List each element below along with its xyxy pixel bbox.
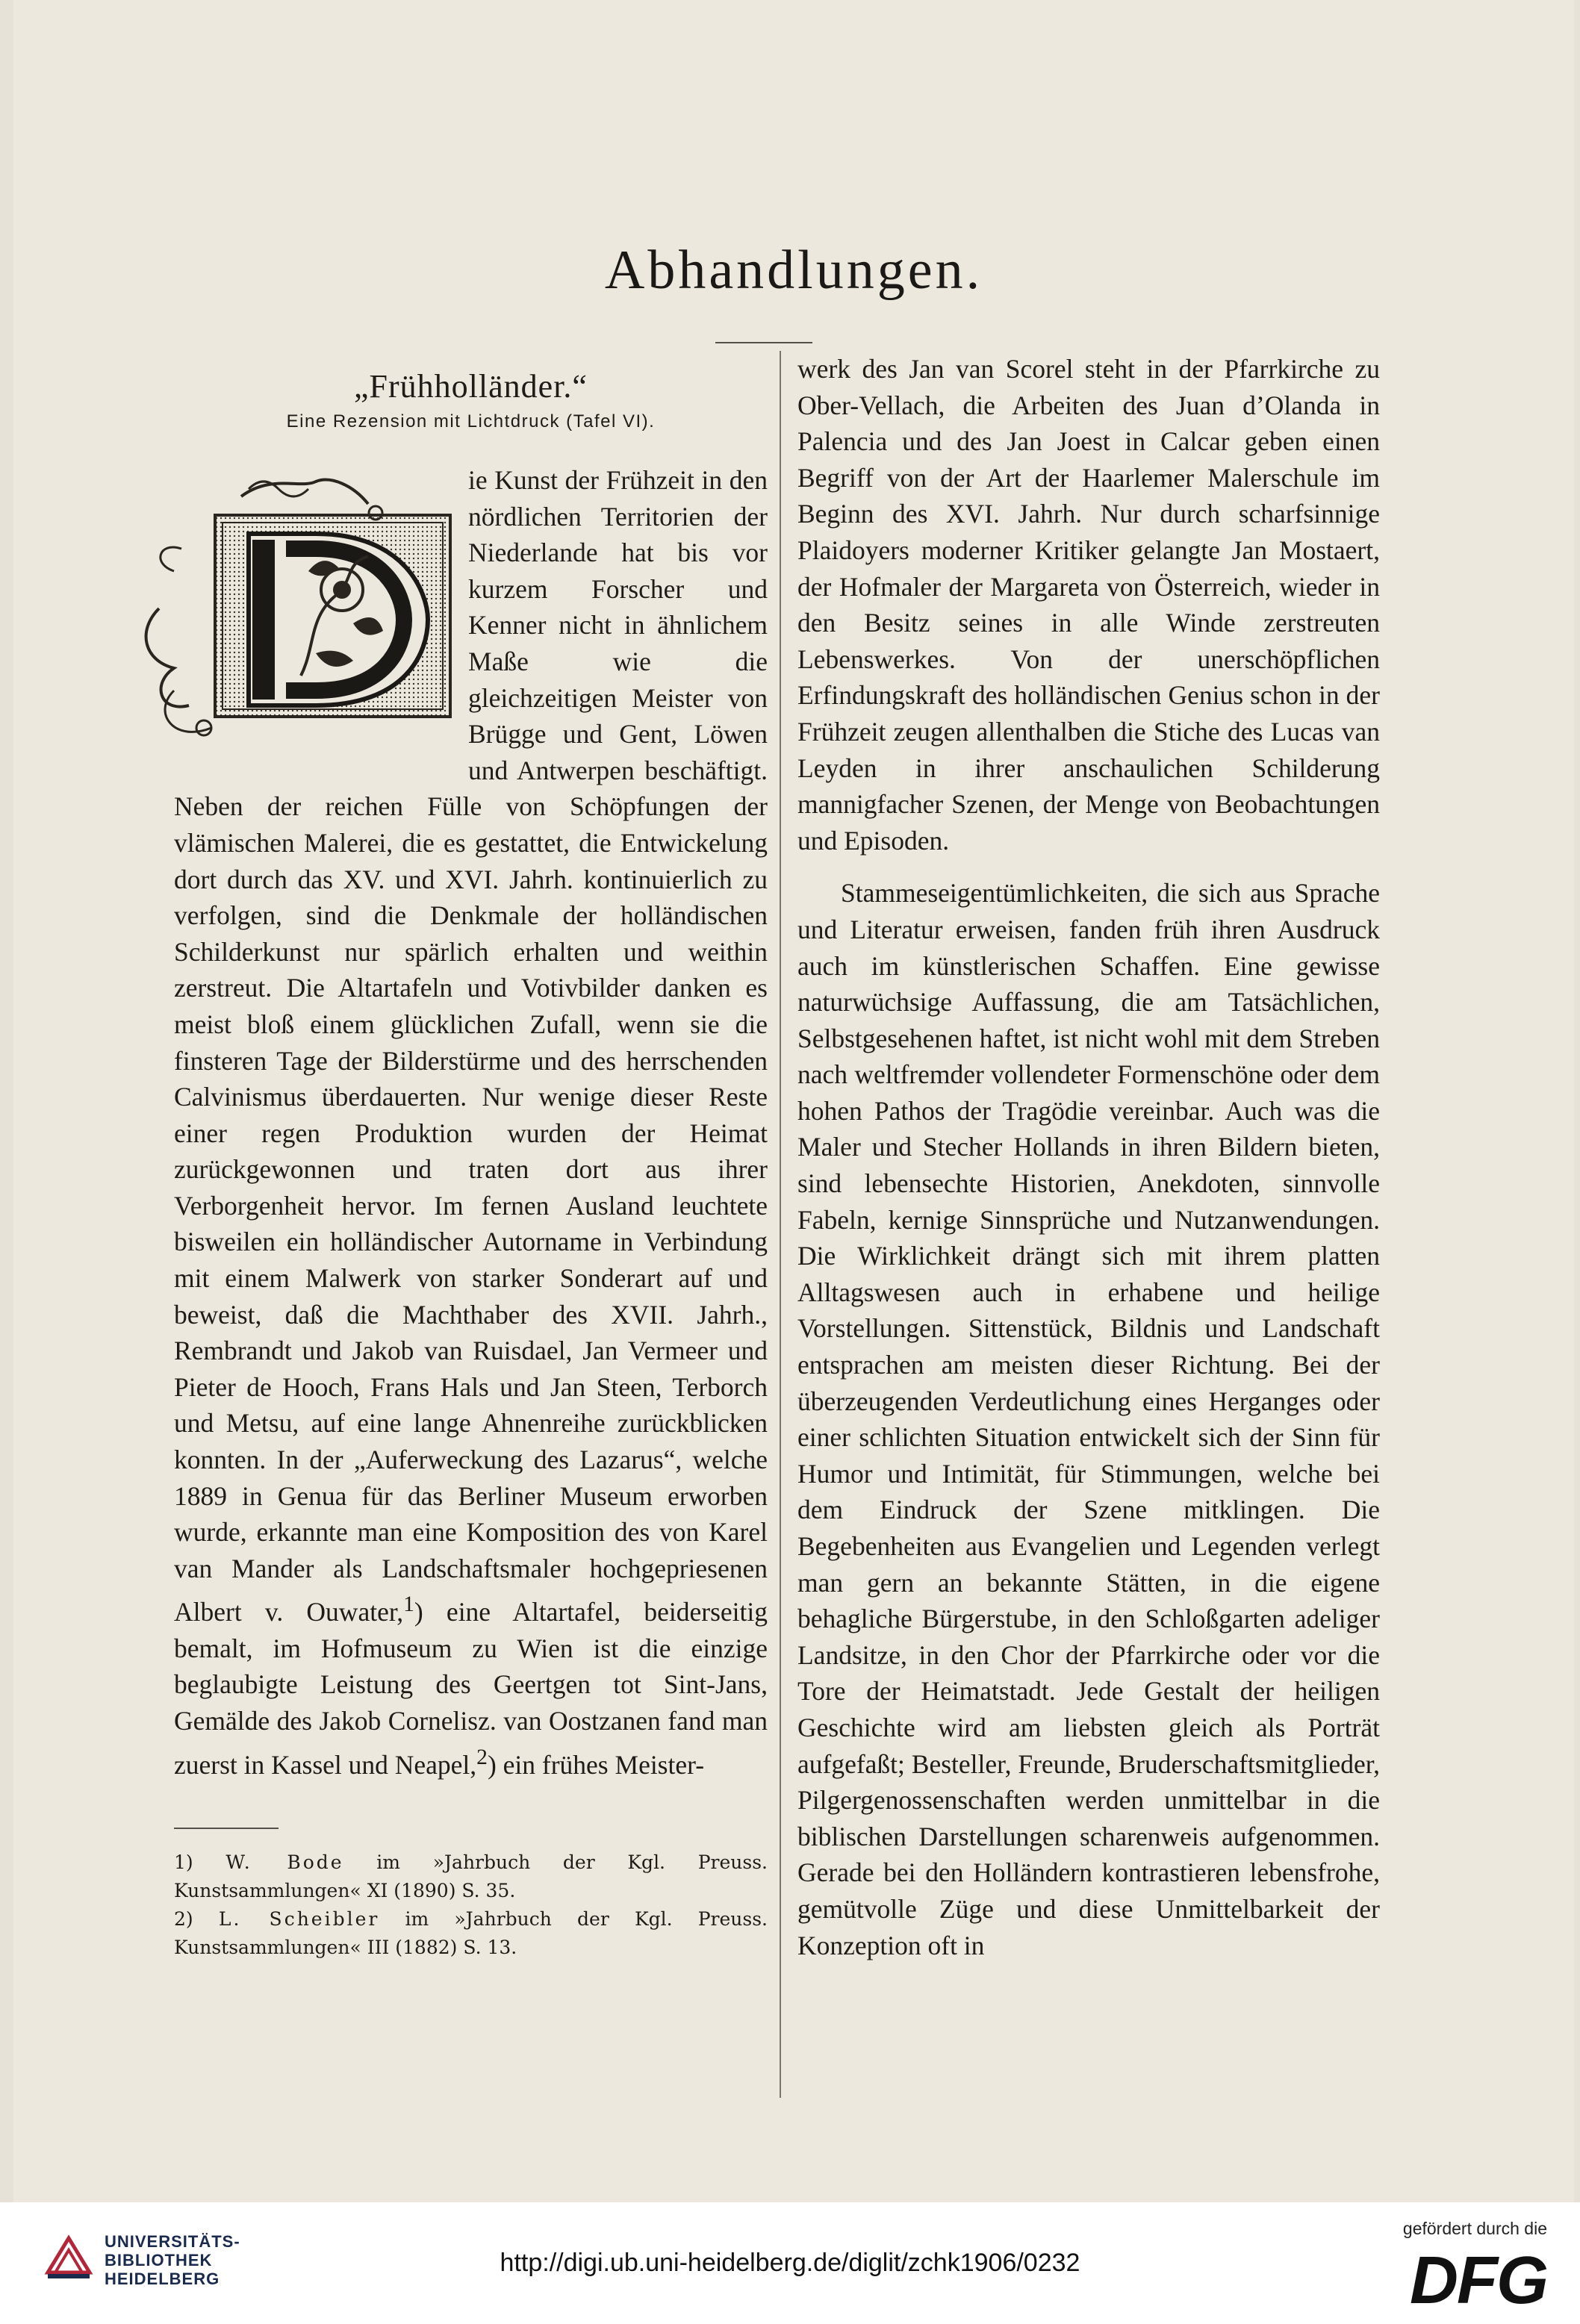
column-divider <box>780 351 781 2098</box>
paragraph-text: Kunst der Frühzeit in den nördlichen Territorien der Niederlande hat bis vor kurzem Forscher und Kenner nicht in ähnlichem Maße wie die gleichzeitigen Meister von Brügge und Gent, Löwen und Antwerpen beschäftigt. Neben der reichen Fülle von Schöpfungen der vlämischen Malerei, die es gestattet, die Entwickelung dort durch das XV. und XVI. Jahrh. kontinuierlich zu verfolgen, sind die Denkmale der holländischen Schilderkunst nur spärlich erhalten und weithin zerstreut. Die Altartafeln und Votivbilder danken es meist bloß einem glücklichen Zufall, wenn sie die finsteren Tage der Bilderstürme und des herrschenden Calvinismus überdauerten. Nur wenige dieser Reste einer regen Produktion wurden der Heimat zurückgewonnen und traten dort aus ihrer Verborgenheit hervor. Im fernen Ausland leuchtete bisweilen ein holländischer Autorname in Verbindung mit einem Malwerk von starker Sonderart auf und beweist, daß die Machthaber des XVII. Jahrh., Rembrandt und Jakob van Ruisdael, Jan Vermeer und Pieter de Hooch, Frans Hals und Jan Steen, Terborch und Metsu, auf eine lange Ahnenreihe zurückblicken konnten. In der „Auferweckung des Lazarus“, welche 1889 in Genua für das Berliner Museum erworben wurde, erkannte man eine Komposition des von Karel van Mander als Landschaftsmaler hochgepriesenen Albert v. Ouwater, <box>174 465 768 1627</box>
paragraph: Stammeseigentümlichkeiten, die sich aus Sprache und Literatur erweisen, fanden früh ihren Ausdruck auch im künstlerischen Schaffen. Eine gewisse naturwüchsige Auffassung, die am Tatsächlichen, Selbstgesehenen haftet, ist nicht wohl mit dem Streben nach weltfremder vollendeter Formenschöne oder dem hohen Pathos der Tragödie vereinbar. Auch was die Maler und Stecher Hollands in ihren Bildern bieten, sind lebensechte Historien, Anekdoten, sinnvolle Fabeln, kernige Sinnsprüche und Nutzanwendungen. Die Wirklichkeit drängt sich mit ihrem platten Alltagswesen auch in erhabene und heilige Vorstellungen. Sittenstück, Bildnis und Landschaft entsprachen am meisten dieser Richtung. Bei der überzeugenden Verdeutlichung eines Herganges oder einer schlichten Situation entwickelt sich der Sinn für Humor und Intimität, für Stimmungen, welche bei dem Eindruck der Szene mitklingen. Die Begebenheiten aus Evangelien und Legenden verlegt man gern an bekannte Stätten, in die eigene behagliche Bürgerstube, in den Schloßgarten adeliger Landsitze, in den Chor der Pfarrkirche oder vor die Tore der Heimatstadt. Jede Gestalt der heiligen Geschichte wird am liebsten gleich als Porträt aufgefaßt; Besteller, Freunde, Bruderschaftsmitglieder, Pilgergenossenschaften werden unmittelbar in die biblischen Darstellungen scharenweis aufgenommen. Gerade bei den Holländern kontrastieren lebensfrohe, gemütvolle Züge und diese Unmittelbarkeit der Konzeption oft in <box>797 878 1380 1960</box>
ornamental-initial <box>129 467 458 761</box>
university-library-name[interactable]: UNIVERSITÄTS- BIBLIOTHEK HEIDELBERG <box>105 2232 240 2288</box>
permalink-url[interactable]: http://digi.ub.uni-heidelberg.de/diglit/zchk1906/0232 <box>500 2249 1080 2277</box>
footnote-ref-2[interactable]: 2 <box>476 1745 488 1769</box>
footnotes <box>174 1848 768 1962</box>
paragraph-text: ) eine Altartafel, beiderseitig bemalt, im Hofmuseum zu Wien ist die einzige beglaubigte Leistung des Geertgen tot Sint-Jans, Gemälde des Jakob Cornelisz. van Oostzanen fand man zuerst in Kassel und Neapel, <box>174 1597 768 1780</box>
footnote-2: 2) L. Scheibler im »Jahrbuch der Kgl. Preuss. Kunstsammlungen« III (1882) S. 13. <box>174 1908 768 1959</box>
article-title: „Frühholländer.“ <box>354 368 588 405</box>
heading-rule <box>715 342 812 343</box>
footnote-1: 1) W. Bode im »Jahrbuch der Kgl. Preuss. Kunstsammlungen« XI (1890) S. 35. <box>174 1851 768 1902</box>
first-word: ie <box>468 465 488 495</box>
digitization-footer <box>0 2202 1580 2324</box>
left-column <box>174 351 768 1962</box>
scanned-page <box>13 0 1574 2202</box>
left-body <box>174 462 768 1783</box>
footnote-ref-1[interactable]: 1 <box>403 1592 414 1617</box>
paragraph-text: ) ein frühes Meister- <box>487 1749 705 1780</box>
footnote-rule <box>174 1828 279 1829</box>
section-heading: Abhandlungen. <box>604 240 983 301</box>
funded-by-caption: gefördert durch die <box>1402 2219 1547 2238</box>
right-body <box>797 351 1380 1963</box>
dfg-logo[interactable]: DFG <box>1410 2243 1547 2318</box>
ornamental-initial-d-icon <box>129 467 458 761</box>
footnote-author: L. Scheibler <box>218 1908 380 1931</box>
right-column <box>797 351 1380 1963</box>
article-subtitle: Eine Rezension mit Lichtdruck (Tafel VI). <box>286 411 656 432</box>
footnote-author: W. Bode <box>226 1851 344 1874</box>
paragraph: werk des Jan van Scorel steht in der Pfarrkirche zu Ober-Vellach, die Arbeiten des Juan d’Olanda in Palencia und des Jan Joest in Calcar geben einen Begriff von der Art der Haarlemer Malerschule im Beginn des XVI. Jahrh. Nur durch scharfsinnige Plaidoyers moderner Kritiker gelangte Jan Mostaert, der Hofmaler der Margareta von Österreich, wieder in den Besitz seines in alle Winde zerstreuten Lebenswerkes. Von der unerschöpflichen Erfindungskraft des holländischen Genius schon in der Frühzeit zeugen allenthalben die Stiche des Lucas van Leyden in ihrer anschaulichen Schilderung mannigfacher Szenen, der Menge von Beobachtungen und Episoden. <box>797 354 1380 856</box>
